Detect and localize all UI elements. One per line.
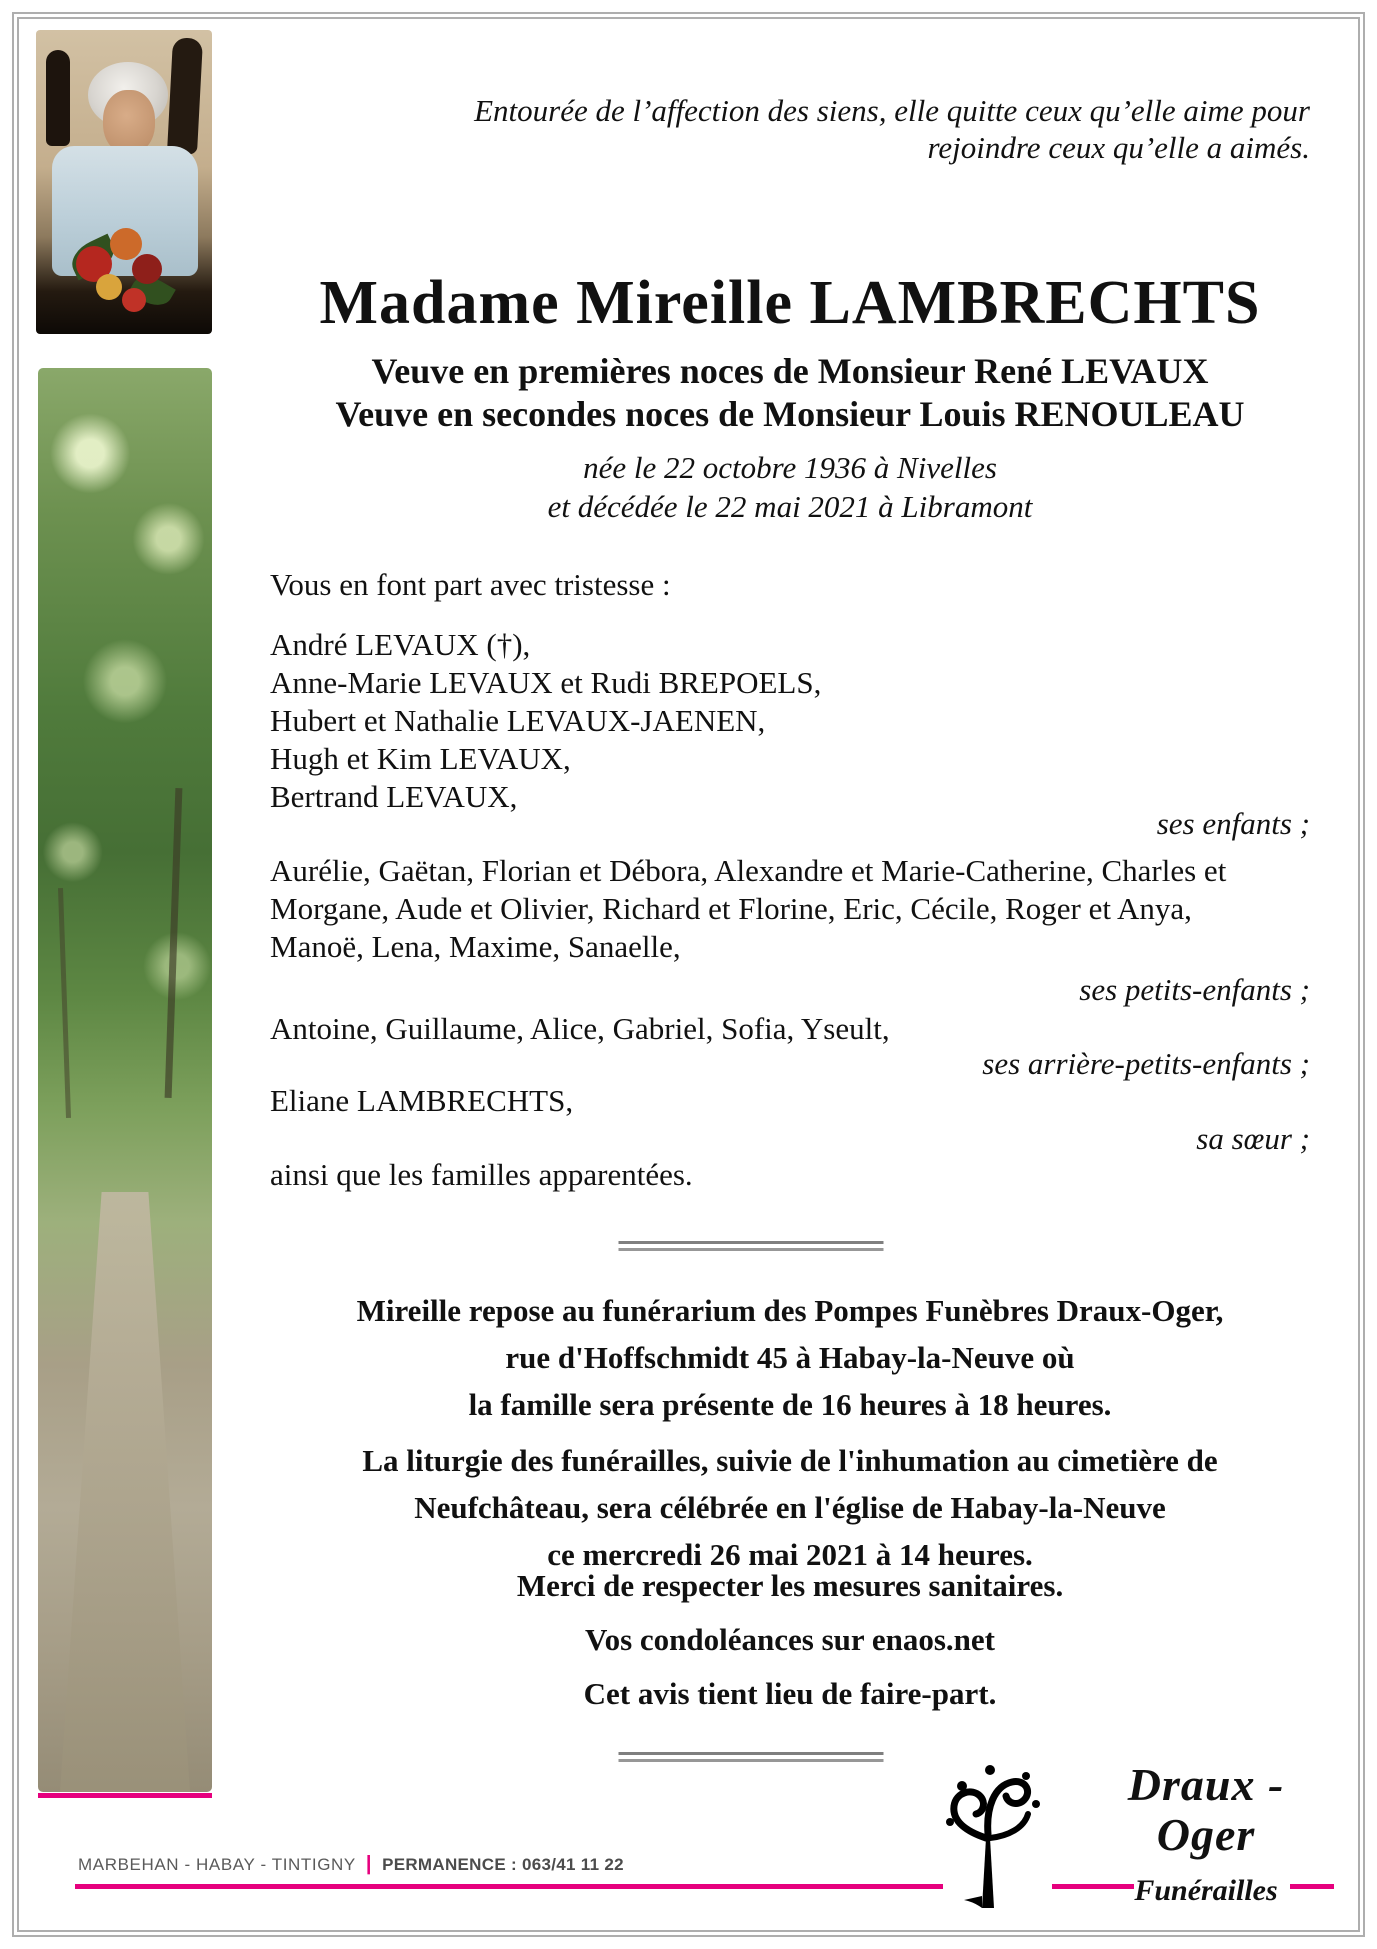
forest-photo (38, 368, 212, 1792)
child-name: Anne-Marie LEVAUX et Rudi BREPOELS, (270, 665, 822, 700)
funeral-home-paragraph (270, 1287, 1310, 1428)
sister-name: Eliane LAMBRECHTS, (270, 1083, 574, 1118)
bouquet-flower (132, 254, 162, 284)
sister-label: sa sœur ; (1196, 1121, 1310, 1156)
quote-line: Entourée de l’affection des siens, elle quitte ceux qu’elle aime pour (474, 93, 1310, 128)
widow-second-marriage: Veuve en secondes noces de Monsieur Louis RENOULEAU (335, 394, 1245, 434)
related-families-line: ainsi que les familles apparentées. (270, 1157, 693, 1192)
statue-figure (46, 50, 70, 146)
liturgy-line: La liturgie des funérailles, suivie de l'inhumation au cimetière de (362, 1443, 1218, 1478)
notice-line: Cet avis tient lieu de faire-part. (583, 1676, 997, 1711)
condolences-line: Vos condoléances sur enaos.net (585, 1622, 995, 1657)
section-divider (618, 1752, 883, 1762)
brand-name: Draux - Oger (1127, 1759, 1285, 1860)
footer-accent-line (75, 1884, 943, 1889)
brand-logo (1080, 1760, 1332, 1908)
portrait-photo (36, 30, 212, 334)
footer-locations: MARBEHAN - HABAY - TINTIGNY (78, 1855, 356, 1874)
quote-line: rejoindre ceux qu’elle a aimés. (927, 130, 1310, 165)
child-name: Hugh et Kim LEVAUX, (270, 741, 571, 776)
bouquet-flower (96, 274, 122, 300)
grandchildren-line: Aurélie, Gaëtan, Florian et Débora, Alexandre et Marie-Catherine, Charles et (270, 853, 1227, 888)
brand-subtitle: Funérailles (1134, 1874, 1278, 1907)
tree-logo-icon (928, 1742, 1046, 1908)
section-divider (618, 1241, 883, 1251)
funeral-home-line: Mireille repose au funérarium des Pompes Funèbres Draux-Oger, (356, 1293, 1224, 1328)
grandchildren-line: Morgane, Aude et Olivier, Richard et Florine, Eric, Cécile, Roger et Anya, (270, 891, 1192, 926)
liturgy-line: ce mercredi 26 mai 2021 à 14 heures. (547, 1537, 1033, 1572)
birth-line: née le 22 octobre 1936 à Nivelles (583, 450, 997, 485)
bouquet-flower (110, 228, 142, 260)
liturgy-paragraph (270, 1437, 1310, 1578)
announcement-intro: Vous en font part avec tristesse : (270, 567, 671, 602)
funeral-home-line: rue d'Hoffschmidt 45 à Habay-la-Neuve où (505, 1340, 1075, 1375)
widow-first-marriage: Veuve en premières noces de Monsieur René LEVAUX (371, 351, 1209, 391)
liturgy-line: Neufchâteau, sera célébrée en l'église de Habay-la-Neuve (414, 1490, 1166, 1525)
great-grandchildren-list: Antoine, Guillaume, Alice, Gabriel, Sofia, Yseult, (270, 1011, 890, 1046)
deceased-name: Madame Mireille LAMBRECHTS (319, 269, 1261, 337)
great-grandchildren-label: ses arrière-petits-enfants ; (982, 1046, 1310, 1081)
bouquet-flower (122, 288, 146, 312)
child-name: Bertrand LEVAUX, (270, 779, 518, 814)
grandchildren-label: ses petits-enfants ; (1079, 972, 1310, 1007)
child-name: André LEVAUX (†), (270, 627, 531, 662)
sanitary-notice: Merci de respecter les mesures sanitaires. (516, 1568, 1064, 1603)
footer-permanence: PERMANENCE : 063/41 11 22 (382, 1855, 624, 1874)
footer-contact (78, 1853, 624, 1876)
portrait-face (103, 90, 155, 154)
children-list (270, 626, 1310, 816)
grandchildren-list (270, 852, 1310, 966)
child-name: Hubert et Nathalie LEVAUX-JAENEN, (270, 703, 766, 738)
statue-figure (167, 37, 203, 154)
grandchildren-line: Manoë, Lena, Maxime, Sanaelle, (270, 929, 681, 964)
opening-quote (270, 92, 1310, 166)
footer-separator: | (365, 1853, 373, 1875)
funeral-home-line: la famille sera présente de 16 heures à 18 heures. (468, 1387, 1112, 1422)
photo-accent-line (38, 1793, 212, 1798)
children-label: ses enfants ; (1156, 806, 1310, 841)
death-line: et décédée le 22 mai 2021 à Libramont (547, 489, 1033, 524)
